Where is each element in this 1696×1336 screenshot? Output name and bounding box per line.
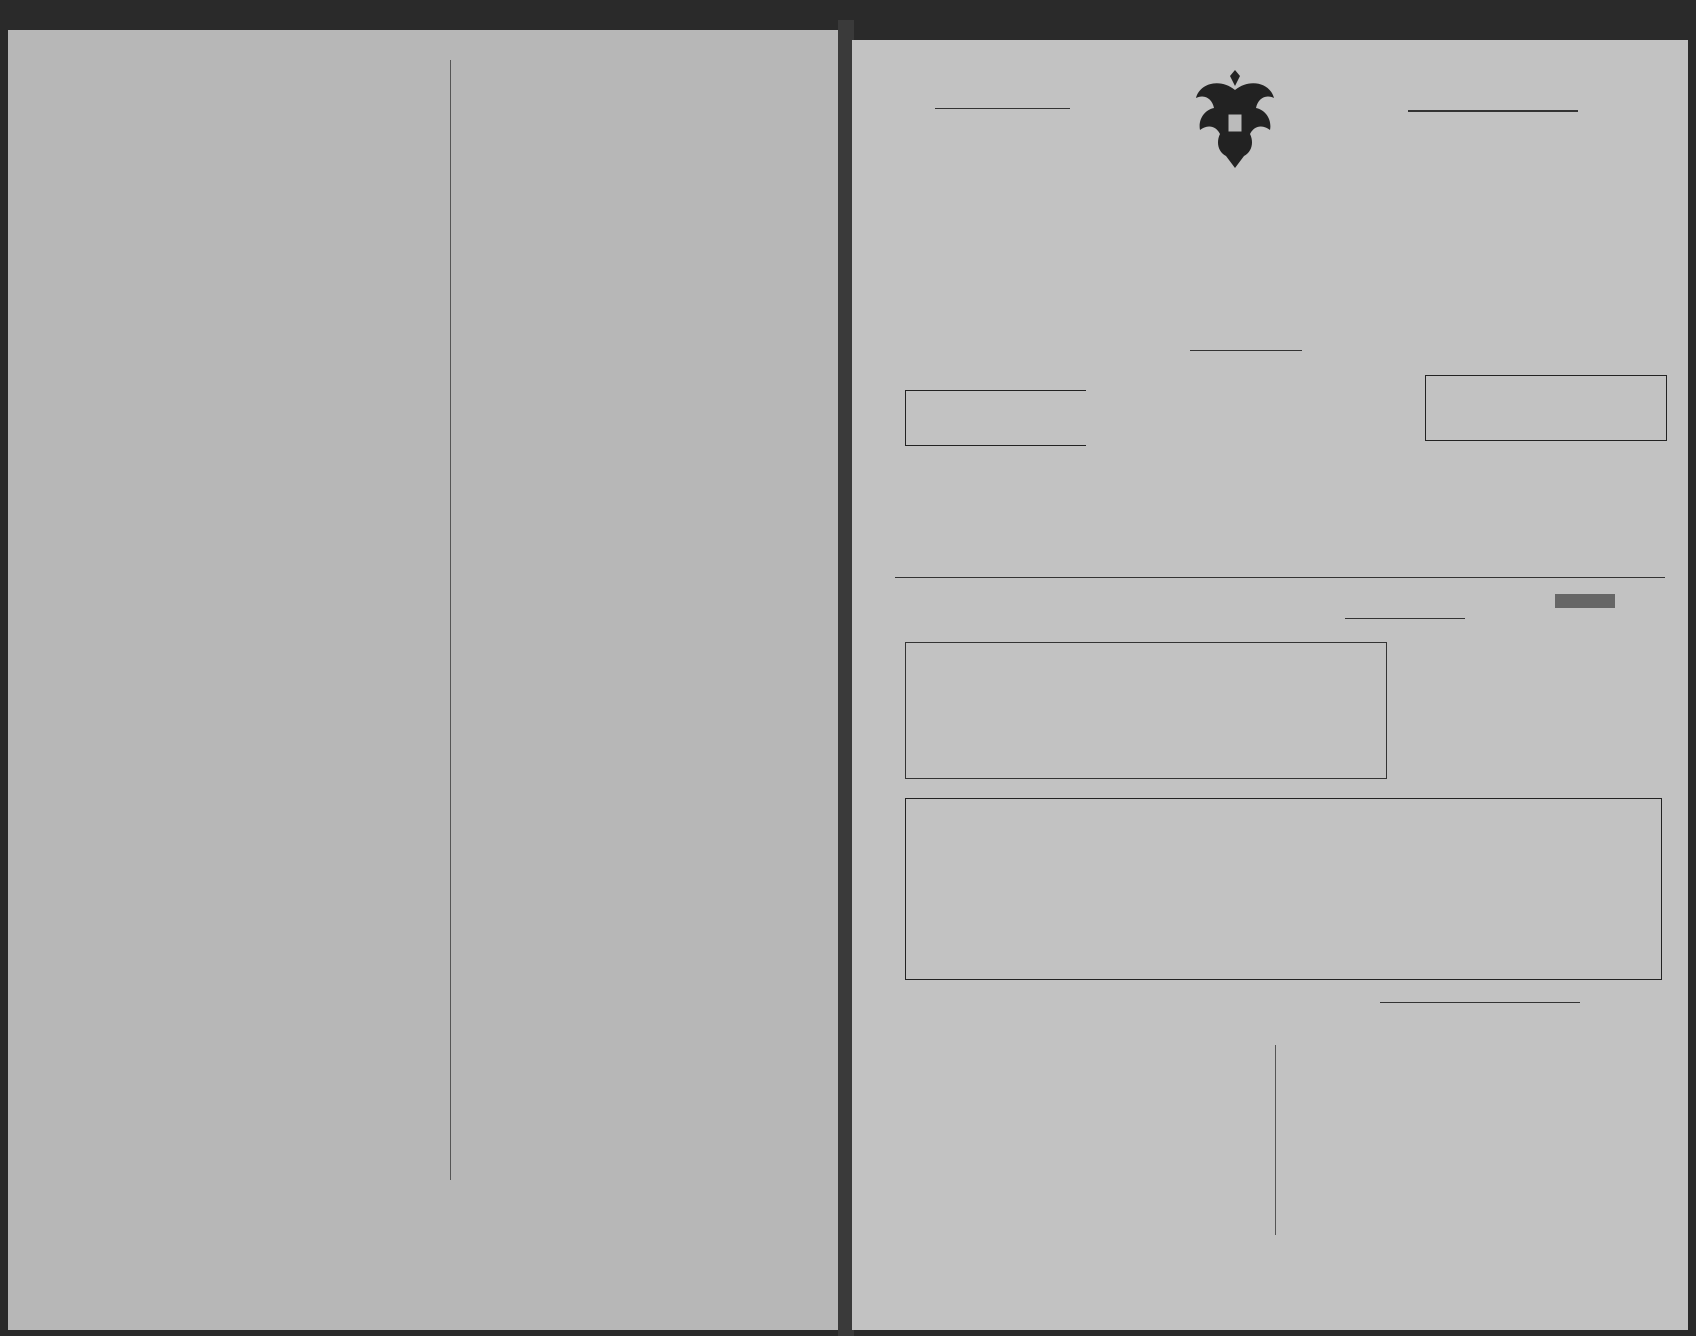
badge-underline — [935, 108, 1070, 109]
instructions-column-2 — [462, 48, 772, 1168]
guberniya-box — [905, 390, 1086, 446]
settlement-line — [895, 577, 1665, 578]
uezd-box — [1425, 375, 1667, 441]
redacted-household-number — [1555, 594, 1615, 608]
rules-right-text — [1285, 1048, 1660, 1220]
population-table — [905, 798, 1662, 980]
column-divider — [450, 60, 451, 1180]
double-headed-eagle-emblem — [1190, 68, 1280, 178]
title-rule — [1190, 350, 1302, 351]
buildings-note — [1395, 640, 1660, 772]
sheet-number-underline — [1408, 110, 1578, 112]
rules-left-text — [905, 1048, 1265, 1243]
signature-line — [1380, 1002, 1580, 1003]
households-line — [1345, 618, 1465, 619]
rules-divider — [1275, 1045, 1276, 1235]
instructions-column-1 — [120, 70, 440, 1170]
buildings-table — [905, 642, 1387, 779]
